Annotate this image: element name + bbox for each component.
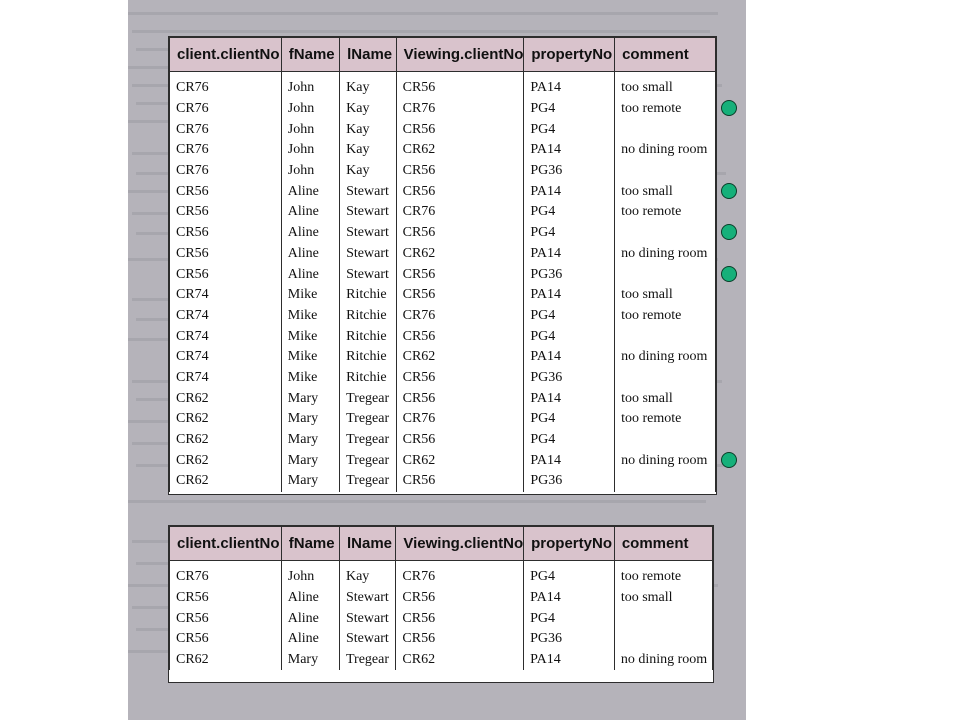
background-text-line: [128, 500, 706, 503]
table-cell: Ritchie: [340, 368, 396, 389]
table-cell: Ritchie: [340, 326, 396, 347]
column-header: comment: [615, 38, 716, 72]
table-row: [170, 430, 716, 451]
table-cell: CR62: [170, 450, 282, 471]
column-header: Viewing.clientNo: [396, 527, 524, 561]
table-cell: Mary: [281, 471, 339, 492]
table-row: [170, 202, 716, 223]
equijoin-result-table: [168, 525, 714, 683]
table-cell: PG4: [524, 99, 615, 120]
table-cell: CR56: [396, 430, 524, 451]
table-cell: [615, 119, 716, 140]
table-cell: [615, 430, 716, 451]
table-cell: Tregear: [340, 388, 396, 409]
table-cell: John: [281, 78, 339, 99]
column-header: client.clientNo: [170, 38, 282, 72]
column-header: lName: [339, 527, 395, 561]
table-row: [170, 471, 716, 492]
table-cell: CR56: [170, 264, 282, 285]
table-cell: Mike: [281, 347, 339, 368]
table-cell: PA14: [524, 347, 615, 368]
table-cell: PA14: [524, 181, 615, 202]
table-cell: PA14: [524, 588, 615, 609]
table-cell: Aline: [281, 202, 339, 223]
table-cell: Aline: [281, 181, 339, 202]
table-cell: too small: [615, 285, 716, 306]
table-cell: CR76: [170, 78, 282, 99]
table-cell: PA14: [524, 244, 615, 265]
table-cell: too remote: [615, 202, 716, 223]
table-header-row: [170, 527, 713, 561]
table-cell: Tregear: [340, 409, 396, 430]
table-cell: CR56: [396, 629, 524, 650]
table-row: [170, 608, 713, 629]
table-cell: PA14: [524, 285, 615, 306]
table-row: [170, 78, 716, 99]
table-cell: CR62: [170, 409, 282, 430]
table-cell: CR56: [170, 223, 282, 244]
column-header: propertyNo: [524, 38, 615, 72]
table-cell: CR74: [170, 347, 282, 368]
table-cell: CR76: [170, 119, 282, 140]
table-cell: PA14: [524, 78, 615, 99]
table-cell: CR62: [170, 388, 282, 409]
table-cell: no dining room: [615, 140, 716, 161]
table-cell: PG36: [524, 368, 615, 389]
table-row: [170, 326, 716, 347]
table-cell: Stewart: [339, 588, 395, 609]
table-cell: PG36: [524, 629, 615, 650]
table-row: [170, 306, 716, 327]
column-header: Viewing.clientNo: [396, 38, 524, 72]
table-cell: no dining room: [615, 347, 716, 368]
table-cell: no dining room: [615, 244, 716, 265]
match-marker-dot: [721, 266, 737, 282]
table-cell: CR62: [396, 347, 524, 368]
table-cell: [615, 326, 716, 347]
table-cell: PG4: [524, 223, 615, 244]
table-cell: Stewart: [340, 264, 396, 285]
table-cell: CR56: [396, 608, 524, 629]
table-cell: CR76: [396, 306, 524, 327]
table-cell: Mike: [281, 285, 339, 306]
table-cell: CR76: [170, 161, 282, 182]
table-cell: CR62: [170, 430, 282, 451]
table-cell: PG36: [524, 264, 615, 285]
table-cell: Stewart: [339, 629, 395, 650]
table-row: [170, 567, 713, 588]
table-cell: Mary: [281, 650, 339, 671]
table-row: [170, 588, 713, 609]
table-cell: CR56: [396, 285, 524, 306]
table-cell: CR76: [396, 567, 524, 588]
table-cell: Kay: [340, 161, 396, 182]
table-cell: [614, 629, 712, 650]
table-row: [170, 99, 716, 120]
table-cell: CR56: [170, 181, 282, 202]
table-cell: Mike: [281, 368, 339, 389]
table-cell: Mike: [281, 306, 339, 327]
table-cell: Ritchie: [340, 347, 396, 368]
table-cell: Mary: [281, 388, 339, 409]
table-cell: CR76: [396, 409, 524, 430]
table-cell: CR56: [396, 119, 524, 140]
cartesian-product-table: [168, 36, 717, 495]
table-cell: CR56: [396, 264, 524, 285]
table-cell: CR56: [396, 223, 524, 244]
table-cell: Mike: [281, 326, 339, 347]
table-cell: Tregear: [340, 450, 396, 471]
table-cell: CR62: [396, 244, 524, 265]
table-cell: CR76: [396, 99, 524, 120]
table-cell: PG4: [524, 306, 615, 327]
table-row: [170, 119, 716, 140]
table-cell: PG4: [524, 409, 615, 430]
table-cell: PA14: [524, 650, 615, 671]
table-cell: Kay: [340, 140, 396, 161]
table-cell: Stewart: [340, 244, 396, 265]
table-cell: too small: [615, 181, 716, 202]
table-cell: Ritchie: [340, 285, 396, 306]
table-cell: no dining room: [615, 450, 716, 471]
table-row: [170, 244, 716, 265]
table-cell: CR56: [396, 161, 524, 182]
table-row: [170, 409, 716, 430]
table-cell: too small: [615, 78, 716, 99]
column-header: fName: [281, 527, 339, 561]
match-marker-dot: [721, 224, 737, 240]
table-cell: PG4: [524, 430, 615, 451]
table-row: [170, 650, 713, 671]
table-cell: CR62: [170, 650, 282, 671]
table-cell: Kay: [339, 567, 395, 588]
table-cell: CR76: [170, 99, 282, 120]
table-cell: Aline: [281, 588, 339, 609]
table-cell: Aline: [281, 223, 339, 244]
table-cell: PA14: [524, 388, 615, 409]
table-cell: CR62: [170, 471, 282, 492]
table-cell: CR56: [396, 388, 524, 409]
table-cell: too remote: [615, 306, 716, 327]
table-cell: [615, 161, 716, 182]
table-cell: PG36: [524, 471, 615, 492]
table-row: [170, 388, 716, 409]
table-cell: CR56: [170, 202, 282, 223]
table-row: [170, 347, 716, 368]
table-cell: too remote: [615, 99, 716, 120]
background-text-line: [132, 30, 710, 33]
table-row: [170, 285, 716, 306]
table-row: [170, 629, 713, 650]
table-cell: Tregear: [340, 471, 396, 492]
table-cell: Kay: [340, 119, 396, 140]
table-cell: John: [281, 119, 339, 140]
table-cell: Aline: [281, 264, 339, 285]
column-header: lName: [340, 38, 396, 72]
table-cell: CR62: [396, 650, 524, 671]
table-cell: CR74: [170, 368, 282, 389]
table-cell: John: [281, 140, 339, 161]
table-cell: Stewart: [340, 202, 396, 223]
table-cell: CR76: [396, 202, 524, 223]
table-cell: John: [281, 99, 339, 120]
table-cell: CR56: [396, 368, 524, 389]
table-row: [170, 140, 716, 161]
table-row: [170, 223, 716, 244]
table-row: [170, 450, 716, 471]
table-row: [170, 181, 716, 202]
table-cell: CR74: [170, 285, 282, 306]
table-cell: too remote: [615, 409, 716, 430]
table-cell: Stewart: [340, 181, 396, 202]
table-cell: CR56: [396, 588, 524, 609]
column-header: propertyNo: [524, 527, 615, 561]
table-cell: Mary: [281, 450, 339, 471]
table-cell: CR76: [170, 140, 282, 161]
table-cell: PG4: [524, 326, 615, 347]
table-cell: [615, 368, 716, 389]
table-cell: CR56: [396, 78, 524, 99]
table-cell: too remote: [614, 567, 712, 588]
background-text-line: [128, 12, 718, 15]
table-cell: CR76: [170, 567, 282, 588]
table-cell: PG4: [524, 567, 615, 588]
table-cell: Aline: [281, 608, 339, 629]
table-row: [170, 368, 716, 389]
table-cell: Ritchie: [340, 306, 396, 327]
table-cell: CR62: [396, 140, 524, 161]
table-cell: CR56: [170, 588, 282, 609]
table-cell: Stewart: [339, 608, 395, 629]
table-cell: John: [281, 567, 339, 588]
table-cell: Aline: [281, 244, 339, 265]
match-marker-dot: [721, 100, 737, 116]
table-cell: Kay: [340, 99, 396, 120]
table-cell: CR56: [396, 326, 524, 347]
column-header: fName: [281, 38, 339, 72]
table-cell: Aline: [281, 629, 339, 650]
table-cell: [614, 608, 712, 629]
table-cell: too small: [615, 388, 716, 409]
table-row: [170, 264, 716, 285]
table-cell: CR62: [396, 450, 524, 471]
table-cell: John: [281, 161, 339, 182]
table-cell: Mary: [281, 430, 339, 451]
table-cell: CR56: [170, 629, 282, 650]
table-row: [170, 161, 716, 182]
table-cell: [615, 471, 716, 492]
table-cell: Mary: [281, 409, 339, 430]
column-header: client.clientNo: [170, 527, 282, 561]
table-cell: CR56: [170, 608, 282, 629]
table-cell: CR74: [170, 306, 282, 327]
table-cell: CR56: [396, 181, 524, 202]
table-cell: PG4: [524, 608, 615, 629]
table-cell: PG4: [524, 202, 615, 223]
table-cell: CR74: [170, 326, 282, 347]
table-cell: [615, 223, 716, 244]
table-cell: too small: [614, 588, 712, 609]
match-marker-dot: [721, 452, 737, 468]
table-cell: PG4: [524, 119, 615, 140]
table-cell: PA14: [524, 450, 615, 471]
column-header: comment: [614, 527, 712, 561]
table-cell: no dining room: [614, 650, 712, 671]
table-cell: CR56: [170, 244, 282, 265]
table-cell: Kay: [340, 78, 396, 99]
table-cell: CR56: [396, 471, 524, 492]
table-cell: Tregear: [340, 430, 396, 451]
table-cell: PG36: [524, 161, 615, 182]
table-cell: Tregear: [339, 650, 395, 671]
match-marker-dot: [721, 183, 737, 199]
table-header-row: [170, 38, 716, 72]
table-cell: PA14: [524, 140, 615, 161]
table-cell: [615, 264, 716, 285]
table-cell: Stewart: [340, 223, 396, 244]
